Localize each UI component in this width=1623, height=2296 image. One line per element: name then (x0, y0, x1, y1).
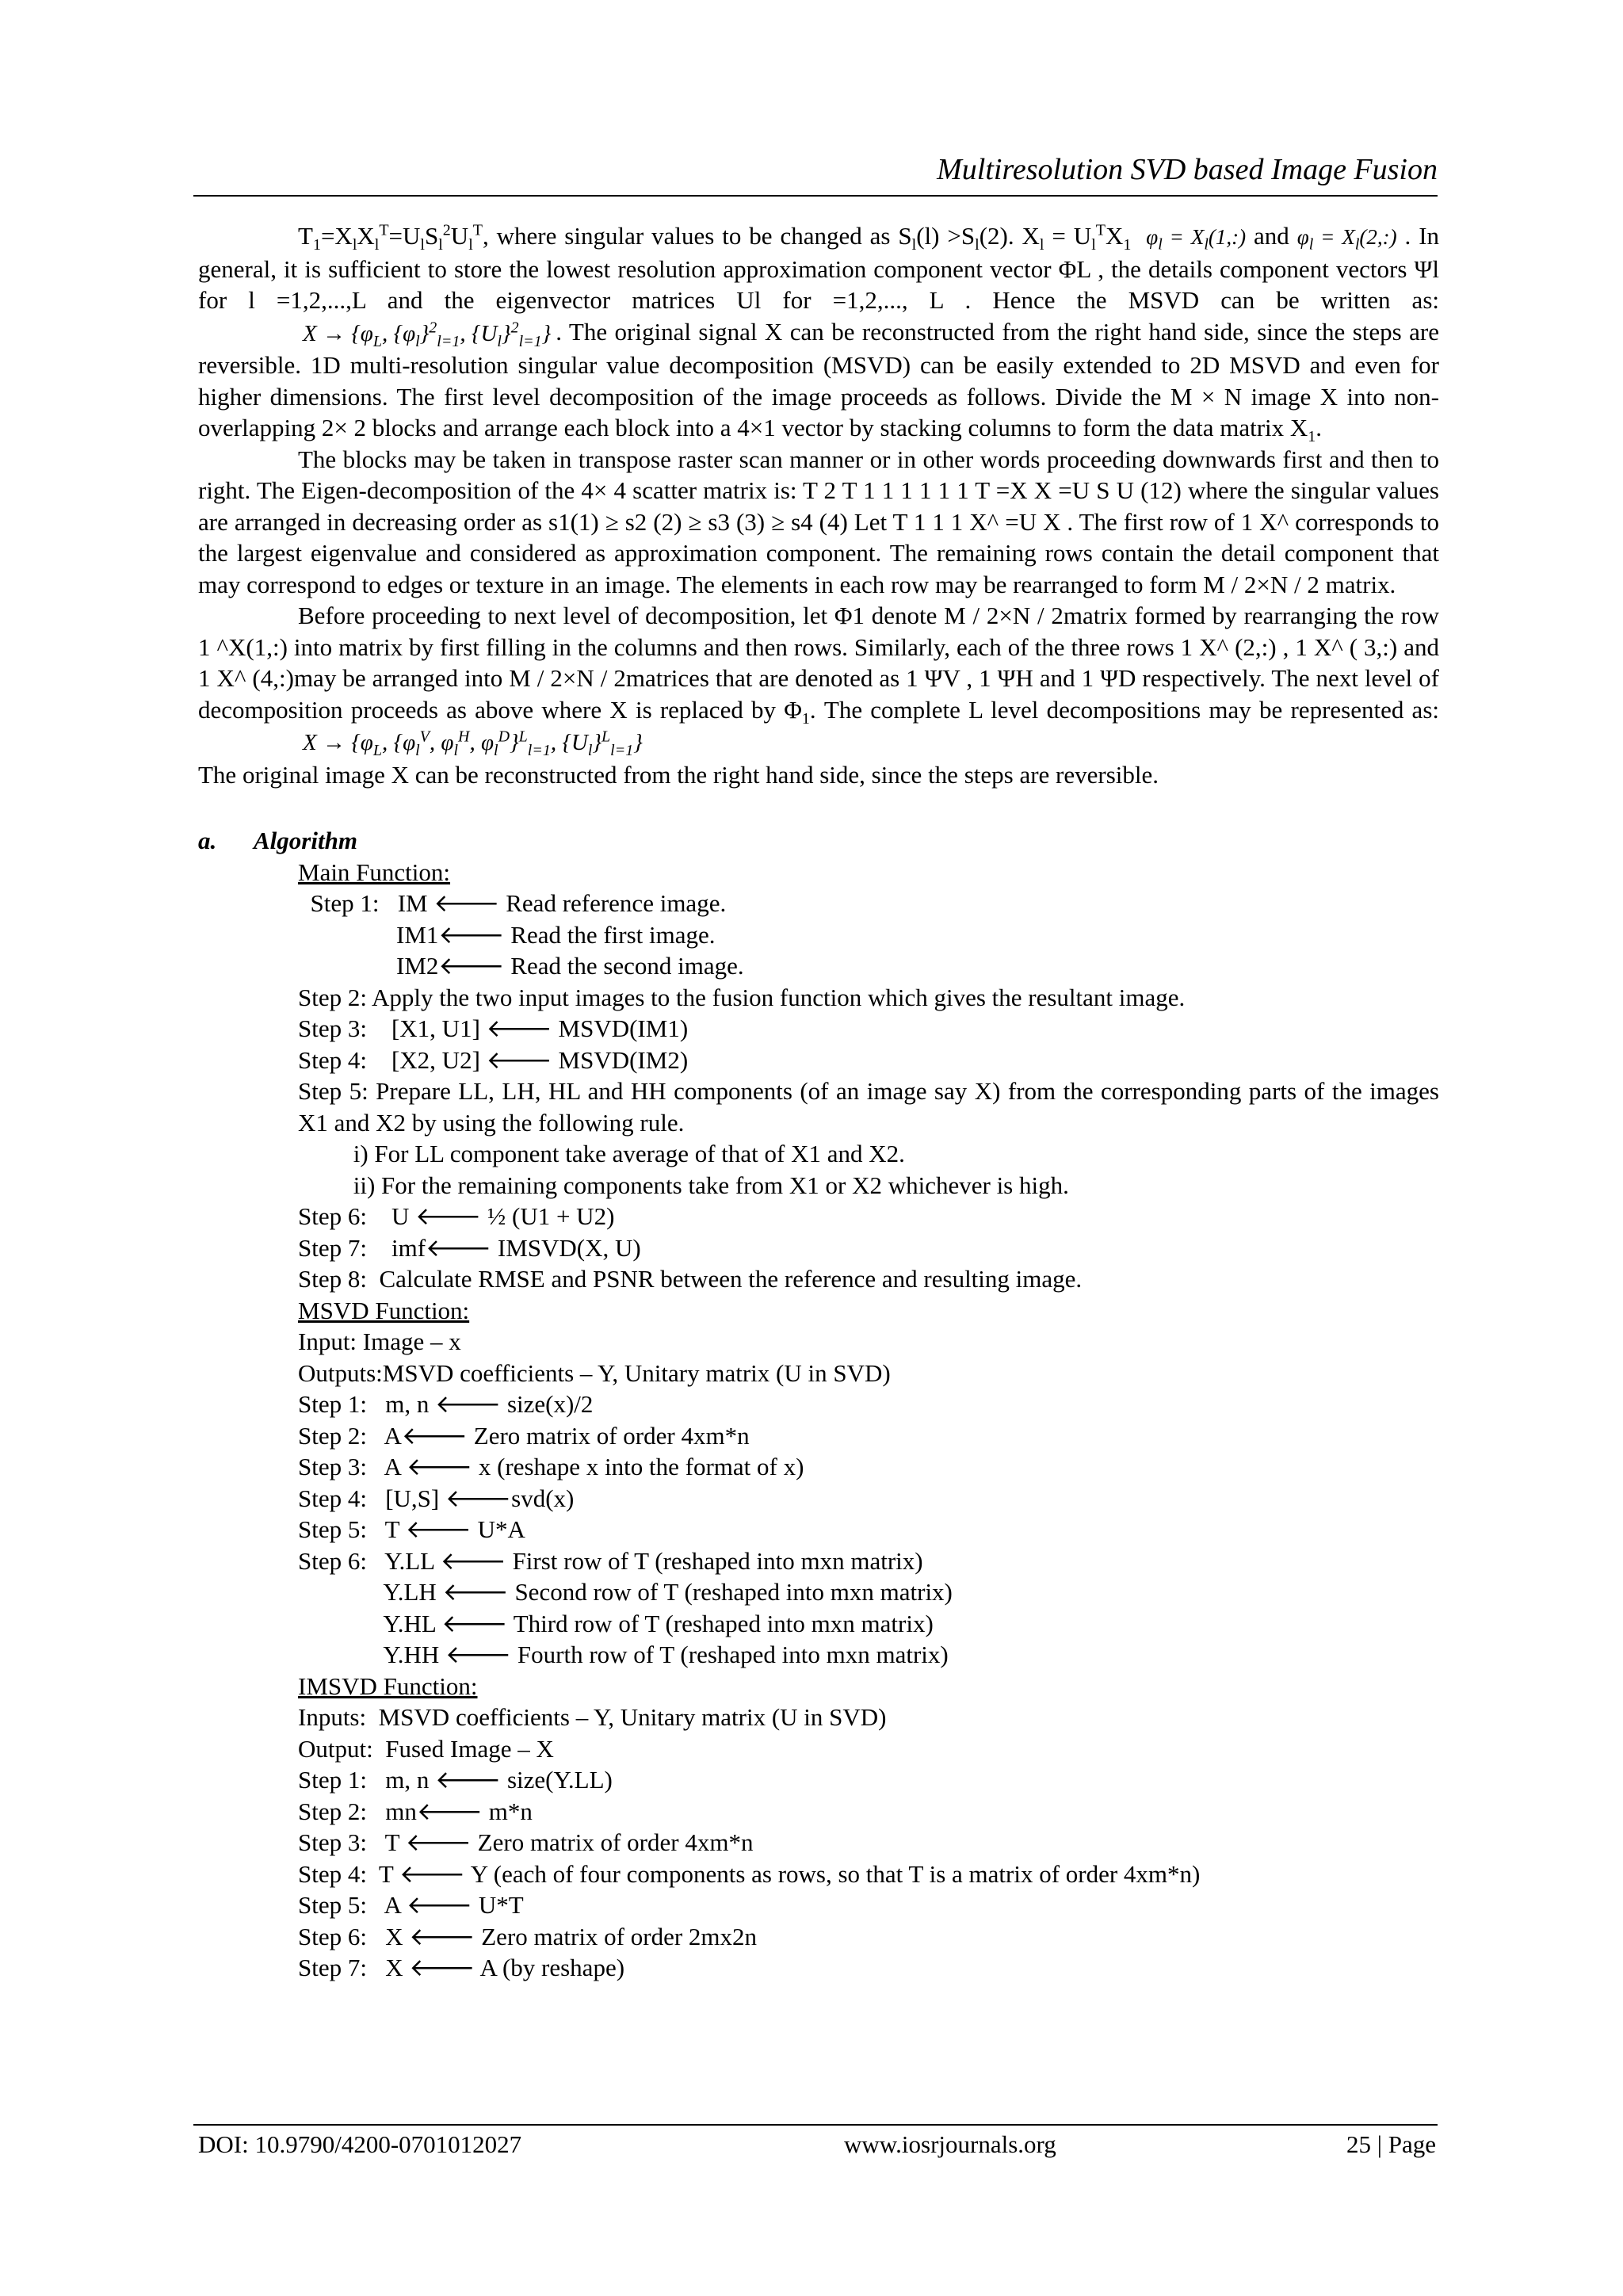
main-step-line: Step 1: IM 🡐 Read reference image. (298, 889, 727, 918)
main-step-line: IM1🡐 Read the first image. (298, 920, 716, 949)
imsvd-step-line: Step 1: m, n 🡐 size(Y.LL) (298, 1766, 613, 1794)
msvd-step-line: Y.HL 🡐 Third row of T (reshaped into mxn matrix) (298, 1609, 934, 1637)
main-text (198, 220, 1439, 1984)
msvd-step-line: Outputs:MSVD coefficients – Y, Unitary matrix (U in SVD) (298, 1358, 891, 1387)
imsvd-step-line: Inputs: MSVD coefficients – Y, Unitary matrix (U in SVD) (298, 1703, 887, 1732)
paragraph-3: Before proceeding to next level of decomposition, let Φ1 denote M / 2×N / 2matrix formed by rearranging the row 1 ^X(1,:) into matrix by first filling in the columns and then rows. Similarly, each of the three rows 1 X^ (2,:) , 1 X^ ( 3,:) and 1 X^ (4,:)may be arranged into M / 2×N / 2matrices that are denoted as 1 ΨV , 1 ΨH and 1 ΨD respectively. The next level of decomposition proceeds as above where X is replaced by $\Phi_1$. The complete L level decompositions may be represented as: $X \to \{\varphi_L$, {$\varphi_l^V$, $\varphi_l^H$, $\varphi_l^D\}^L_{l=1}$, $\{U_l\}^L_{l=1}$} (198, 602, 1439, 760)
imsvd-step-line: Step 6: X 🡐 Zero matrix of order 2mx2n (298, 1922, 758, 1950)
main-step-line: Step 6: U 🡐 ½ (U1 + U2) (298, 1202, 615, 1231)
main-step-line: i) For LL component take average of that of X1 and X2. (298, 1140, 905, 1168)
footer-doi: DOI: 10.9790/4200-0701012027 (198, 2130, 522, 2158)
algorithm-body (298, 857, 1439, 1984)
level-decomposition-formula: $X \to \{\varphi_L$, {$\varphi_l^V$, $\varphi_l^H$, $\varphi_l^D\}^L_{l=1}$, $\{U_l\}^L_{l=1}$} (303, 728, 643, 760)
msvd-step-line: Step 4: [U,S] 🡐svd(x) (298, 1484, 575, 1512)
imsvd-step-line: Step 5: A 🡐 U*T (298, 1891, 524, 1920)
imsvd-step-line: Output: Fused Image – X (298, 1734, 554, 1763)
main-step-line: Step 8: Calculate RMSE and PSNR between the reference and resulting image. (298, 1265, 1083, 1293)
running-header: Multiresolution SVD based Image Fusion (937, 153, 1438, 186)
msvd-step-line: Step 1: m, n 🡐 size(x)/2 (298, 1390, 594, 1419)
main-function-heading: Main Function: (298, 858, 451, 886)
imsvd-step-line: Step 4: T 🡐 Y (each of four components as rows, so that T is a matrix of order 4xm*n) (298, 1859, 1201, 1888)
main-step-line: Step 4: [X2, U2] 🡐 MSVD(IM2) (298, 1045, 689, 1074)
footer-page-number: 25 | Page (1346, 2130, 1436, 2158)
msvd-function-heading: MSVD Function: (298, 1296, 470, 1324)
phi-formula: $\varphi_l$ = $X_l(1,:)$ (1139, 225, 1247, 254)
msvd-step-line: Step 2: A🡐 Zero matrix of order 4xm*n (298, 1421, 750, 1450)
main-step-line: IM2🡐 Read the second image. (298, 952, 744, 980)
footer-rule (193, 2124, 1438, 2126)
varphi-formula: $\varphi_l$ = $X_l(2,:)$ (1296, 225, 1397, 254)
header-rule (193, 195, 1438, 197)
imsvd-step-line: Step 3: T 🡐 Zero matrix of order 4xm*n (298, 1828, 754, 1857)
paragraph-4: The original image X can be reconstructed from the right hand side, since the steps are reversible. (198, 760, 1159, 789)
algorithm-heading: a. Algorithm (198, 827, 357, 855)
main-step-line: Step 3: [X1, U1] 🡐 MSVD(IM1) (298, 1014, 689, 1043)
footer-website[interactable]: www.iosrjournals.org (844, 2130, 1056, 2158)
imsvd-step-line: Step 7: X 🡐 A (by reshape) (298, 1954, 625, 1982)
main-step-line: ii) For the remaining components take from X1 or X2 whichever is high. (298, 1171, 1069, 1199)
msvd-step-line: Step 3: A 🡐 x (reshape x into the format of x) (298, 1453, 804, 1481)
msvd-formula: $X \to \{\varphi_L$, $\{\varphi_l\}^2_{l=1}$, $\{U_l\}^2_{l=1}$} (303, 318, 552, 350)
msvd-step-line: Step 5: T 🡐 U*A (298, 1515, 525, 1544)
paragraph-2: The blocks may be taken in transpose raster scan manner or in other words proceeding downwards first and then to right. The Eigen-decomposition of the 4× 4 scatter matrix is: T 2 T 1 1 1 1 1 1 T =X X =U S U (12) where the singular values are arranged in decreasing order as s1(1) ≥ s2 (2) ≥ s3 (3) ≥ s4 (4) Let T 1 1 1 X^ =U X . The first row of 1 X^ corresponds to the largest eigenvalue and considered as approximation component. The remaining rows contain the detail component that may correspond to edges or texture in an image. The elements in each row may be rearranged to form M / 2×N / 2 matrix. (198, 445, 1439, 598)
msvd-step-line: Step 6: Y.LL 🡐 First row of T (reshaped into mxn matrix) (298, 1546, 923, 1575)
main-step-line: Step 2: Apply the two input images to the fusion function which gives the resultant image. (298, 983, 1186, 1011)
main-step-5: Step 5: Prepare LL, LH, HL and HH components (of an image say X) from the corresponding parts of the images X1 and X2 by using the following rule. (298, 1077, 1439, 1137)
paragraph-1: $T_1=X_lX_l^T=U_lS_l^2U_l^T$, where singular values to be changed as $S_l(l) >S_l(2)$. $X_l = U_l^TX_1$ $\varphi_l$ = $X_l(1,:)$ and $\varphi_l$ = $X_l(2,:)$ . In general, it is sufficient to store the lowest resolution approximation component vector ΦL , the details component vectors Ψl for l =1,2,...,L and the eigenvector matrices Ul for =1,2,..., L . Hence the MSVD can be written as: $X \to \{\varphi_L$, $\{\varphi_l\}^2_{l=1}$, $\{U_l\}^2_{l=1}$} . The original signal X can be reconstructed from the right hand side, since the steps are reversible. 1D multi-resolution singular value decomposition (MSVD) can be easily extended to 2D MSVD and even for higher dimensions. The first level decomposition of the image proceeds as follows. Divide the M × N image X into non-overlapping 2× 2 blocks and arrange each block into a 4×1 vector by stacking columns to form the data matrix $X_1$. (198, 221, 1440, 446)
msvd-step-line: Y.HH 🡐 Fourth row of T (reshaped into mxn matrix) (298, 1641, 949, 1669)
imsvd-step-line: Step 2: mn🡐 m*n (298, 1797, 533, 1825)
msvd-step-line: Y.LH 🡐 Second row of T (reshaped into mxn matrix) (298, 1578, 953, 1606)
main-step-line: Step 7: imf🡐 IMSVD(X, U) (298, 1233, 641, 1262)
imsvd-function-heading: IMSVD Function: (298, 1671, 478, 1700)
msvd-step-line: Input: Image – x (298, 1328, 461, 1356)
